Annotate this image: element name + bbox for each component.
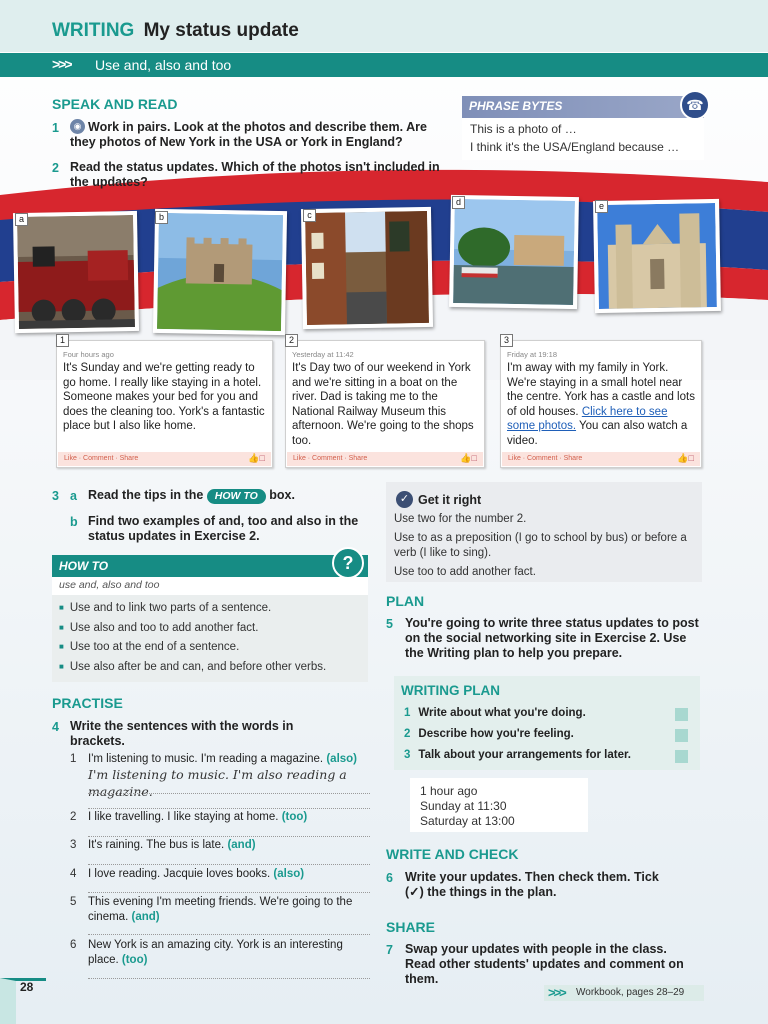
share-heading: SHARE — [386, 919, 436, 935]
status-update-2 — [285, 335, 485, 468]
title-text: My status update — [143, 20, 299, 41]
q2-text: Read the status updates. Which of the photos isn't included in the updates? — [70, 160, 440, 189]
writing-plan-item-3 — [404, 749, 674, 761]
thumbs-up-icon[interactable]: 👍□ — [248, 453, 265, 463]
subtitle-text: Use and, also and too — [95, 57, 232, 73]
status-update-1 — [56, 335, 273, 468]
tick-box[interactable] — [675, 708, 688, 721]
answer-line[interactable] — [88, 978, 370, 979]
status-footer-2 — [287, 452, 483, 466]
writing-plan-item-1 — [404, 707, 674, 719]
river-image — [453, 199, 575, 305]
item-word: (also) — [273, 868, 305, 880]
item-number: 1 — [70, 753, 77, 765]
handwritten-answer: I'm listening to music. I'm also reading a magazine. — [88, 767, 347, 799]
q2-number: 2 — [52, 161, 59, 175]
how-to-box — [52, 555, 368, 682]
item-text: New York is an amazing city. York is an interesting place. — [88, 939, 343, 966]
how-to-title: HOW TO — [52, 555, 368, 577]
question-icon: ? — [332, 547, 364, 579]
item-number: 2 — [70, 811, 77, 823]
photo-a-steam-train — [13, 211, 139, 333]
thumbs-up-icon[interactable]: 👍□ — [460, 453, 477, 463]
status-update-3 — [500, 335, 702, 468]
like-comment-share-2[interactable]: Like · Comment · Share — [293, 455, 368, 462]
practise-item-4 — [88, 867, 370, 882]
how-to-item: ■ Use too at the end of a sentence. — [59, 638, 361, 658]
page-number: 28 — [20, 980, 34, 994]
answer-line[interactable] — [88, 793, 370, 794]
workbook-reference — [544, 985, 704, 1001]
photo-label-d: d — [452, 196, 465, 209]
q3a-text — [88, 488, 368, 504]
how-to-item: ■ Use also after be and can, and before other verbs. — [59, 658, 361, 678]
writing-plan-box — [394, 676, 700, 770]
q5-text: You're going to write three status updates to post on the social networking site in Exercise 2. Use the Writing plan to help you prepare. — [405, 616, 699, 660]
castle-image — [157, 213, 283, 331]
status-time-1: Four hours ago — [63, 350, 114, 359]
status-number-2: 2 — [285, 334, 298, 347]
answer-line[interactable] — [88, 934, 370, 935]
item-word: (also) — [326, 753, 358, 765]
practise-item-2 — [88, 810, 370, 825]
practise-item-3 — [88, 838, 370, 853]
item-text: I'm listening to music. I'm reading a magazine. — [88, 753, 324, 765]
q3a-post: box. — [269, 488, 295, 502]
status-number-1: 1 — [56, 334, 69, 347]
practise-item-5 — [88, 895, 370, 925]
audio-icon[interactable]: ◉ — [70, 119, 85, 134]
get-it-right-line-2: Use to as a preposition (I go to school by bus) or before a verb (I like to sing). — [394, 532, 687, 559]
q1-text: Work in pairs. Look at the photos and describe them. Are they photos of New York in the USA or York in England? — [70, 120, 427, 149]
photos-link[interactable]: Click here to see some photos. — [507, 405, 668, 433]
photo-label-b: b — [155, 211, 168, 224]
q6-number: 6 — [386, 871, 393, 885]
status-time-2: Yesterday at 11:42 — [292, 350, 354, 359]
item-word: (and) — [131, 911, 160, 923]
get-it-right-line-3: Use too to add another fact. — [394, 566, 536, 578]
photo-label-c: c — [303, 209, 316, 222]
photo-e-minster — [593, 199, 721, 313]
item-word: (too) — [121, 954, 148, 966]
times-note — [410, 778, 588, 832]
item-word: (and) — [227, 839, 256, 851]
how-to-subtitle: use and, also and too — [52, 577, 368, 595]
like-comment-share-1[interactable]: Like · Comment · Share — [64, 455, 139, 462]
speak-read-heading: SPEAK AND READ — [52, 96, 178, 112]
plan-item-text: Describe how you're feeling. — [418, 728, 574, 740]
chevrons-icon: >>> — [52, 56, 71, 72]
writing-plan-item-2 — [404, 728, 674, 740]
chevrons-icon: >>> — [548, 985, 565, 1000]
item-text: I love reading. Jacquie loves books. — [88, 868, 271, 880]
photo-c-street — [301, 207, 433, 329]
workbook-text: Workbook, pages 28–29 — [576, 987, 685, 998]
like-comment-share-3[interactable]: Like · Comment · Share — [508, 455, 583, 462]
q5-number: 5 — [386, 617, 393, 631]
phrase-bytes-title: PHRASE BYTES — [462, 96, 704, 118]
status-time-3: Friday at 19:18 — [507, 350, 558, 359]
how-to-item: ■ Use also and too to add another fact. — [59, 619, 361, 639]
answer-line[interactable] — [88, 864, 370, 865]
q7-text: Swap your updates with people in the class. Read other students' updates and comment on them. — [405, 942, 684, 986]
status-text-3-video: You can also watch a video. — [507, 420, 688, 447]
status-text-3-main: I'm away with my family in York. We're staying in a small hotel near the centre. York has a castle and lots of old houses. — [507, 362, 695, 418]
item-number: 3 — [70, 839, 77, 851]
practise-item-6 — [88, 938, 370, 968]
subtitle-bar — [0, 53, 768, 77]
how-to-pill: HOW TO — [207, 489, 266, 504]
phrase-line-1: This is a photo of … — [470, 122, 577, 136]
photo-b-castle — [153, 209, 287, 335]
q7-number: 7 — [386, 943, 393, 957]
street-image — [305, 211, 429, 325]
q4-number: 4 — [52, 720, 59, 734]
item-text: I like travelling. I like staying at home. — [88, 811, 279, 823]
item-text: This evening I'm meeting friends. We're going to the cinema. — [88, 896, 353, 923]
q3b-text: Find two examples of and, too and also in the status updates in Exercise 2. — [88, 514, 359, 543]
plan-item-number: 1 — [404, 707, 411, 719]
page-title — [52, 20, 299, 42]
phrase-bytes-box — [462, 96, 704, 160]
q1-number: 1 — [52, 121, 59, 135]
check-icon: ✓ — [396, 491, 413, 508]
photo-label-e: e — [595, 200, 608, 213]
item-word: (too) — [281, 811, 308, 823]
practise-heading: PRACTISE — [52, 695, 123, 711]
status-number-3: 3 — [500, 334, 513, 347]
plan-heading: PLAN — [386, 593, 425, 609]
tick-box[interactable] — [675, 750, 688, 763]
plan-item-number: 3 — [404, 749, 411, 761]
section-label: WRITING — [52, 20, 135, 41]
get-it-right-box — [386, 482, 702, 582]
item-number: 4 — [70, 868, 77, 880]
item-text: It's raining. The bus is late. — [88, 839, 225, 851]
status-footer-1 — [58, 452, 271, 466]
item-number: 5 — [70, 896, 77, 908]
q6-text: Write your updates. Then check them. Tick (✓) the things in the plan. — [405, 870, 659, 899]
photo-label-a: a — [15, 213, 28, 226]
status-text-1: It's Sunday and we're getting ready to go home. I really like staying in a hotel. Someone makes your bed for you and does the cleaning too. York's a fantastic place but I also like home. — [63, 362, 265, 433]
answer-line[interactable] — [88, 836, 370, 837]
answer-line[interactable] — [88, 808, 370, 809]
write-check-heading: WRITE AND CHECK — [386, 846, 519, 862]
phone-icon: ☎ — [680, 90, 710, 120]
time-note-2: Sunday at 11:30 — [420, 798, 507, 813]
writing-plan-title: WRITING PLAN — [401, 683, 500, 698]
answer-line[interactable] — [88, 892, 370, 893]
status-footer-3 — [502, 452, 700, 466]
q3-number: 3 — [52, 489, 59, 503]
item-number: 6 — [70, 939, 77, 951]
minster-image — [597, 203, 717, 309]
tick-box[interactable] — [675, 729, 688, 742]
q3b-label: b — [70, 515, 78, 529]
steam-train-image — [17, 215, 135, 329]
status-text-2: It's Day two of our weekend in York and we're sitting in a boat on the river. Dad is taking me to the National Railway Museum this afternoon. We're going to the shops too. — [292, 362, 474, 447]
plan-item-number: 2 — [404, 728, 411, 740]
get-it-right-line-1: Use two for the number 2. — [394, 513, 527, 525]
how-to-item: ■ Use and to link two parts of a sentence. — [59, 599, 361, 619]
plan-item-text: Write about what you're doing. — [418, 707, 586, 719]
q3a-pre: Read the tips in the — [88, 488, 204, 502]
photo-d-river — [449, 195, 579, 309]
q4-text: Write the sentences with the words in brackets. — [70, 719, 294, 748]
time-note-3: Saturday at 13:00 — [420, 813, 515, 828]
phrase-line-2: I think it's the USA/England because … — [470, 140, 680, 154]
q3a-label: a — [70, 489, 77, 503]
time-note-1: 1 hour ago — [420, 784, 478, 798]
plan-item-text: Talk about your arrangements for later. — [418, 749, 631, 761]
status-text-3 — [507, 361, 695, 449]
thumbs-up-icon[interactable]: 👍□ — [677, 453, 694, 463]
how-to-list — [52, 595, 368, 681]
get-it-right-title: Get it right — [418, 493, 482, 507]
